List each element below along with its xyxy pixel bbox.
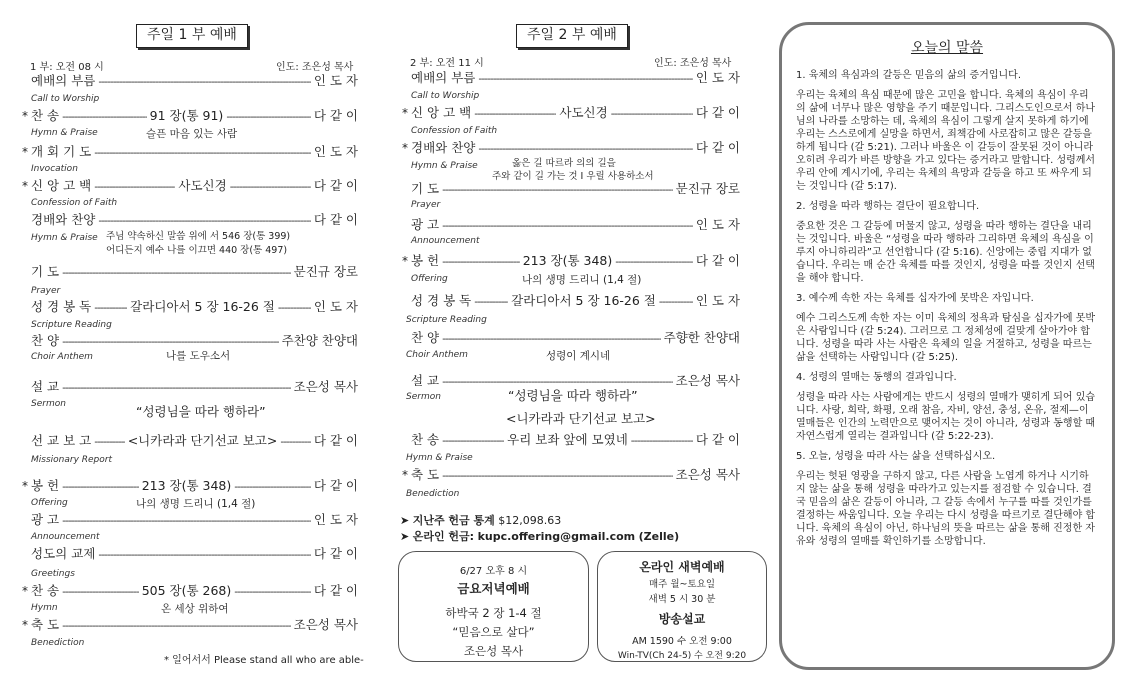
order-english: Choir Anthem bbox=[31, 352, 93, 362]
order-english: Call to Worship bbox=[31, 94, 100, 104]
order-english: Choir Anthem bbox=[406, 350, 468, 360]
order-label: 개 회 기 도 bbox=[31, 144, 92, 159]
order-person: 인 도 자 bbox=[695, 217, 740, 232]
dawn-time: 새벽 5 시 30 분 bbox=[648, 594, 716, 605]
order-person: 다 같 이 bbox=[313, 583, 359, 598]
word-heading: 4. 성령의 열매는 동행의 결과입니다. bbox=[796, 372, 957, 383]
word-paragraph: 우리는 헛된 영광을 구하지 않고, 다른 사람을 노엽게 하거나 시기하지 않는 삶을 통해 성령을 따라가고 있는지를 점검할 수 있습니다. 결국 믿음의 삶은 갈등이 아니라, 그 갈등 속에서 누구를 따를 것인가를 결정하는 싸움입니다. 오늘 우리는 다시 성령을 따르기로 결단해야 합니다. 육체의 욕심이 아닌, 하나님의 뜻을 따르는 삶을 통해 진정한 자유와 성령의 열매를 확인하기를 소망합니다. bbox=[796, 471, 1096, 547]
order-label: 성 경 봉 독 bbox=[411, 293, 472, 308]
order-person: 주향한 찬양대 bbox=[663, 330, 740, 345]
sermon-title: “성령님을 따라 행하라” bbox=[136, 404, 266, 419]
order-person: 다 같 이 bbox=[313, 433, 359, 448]
closing-hymn: 온 세상 위하여 bbox=[161, 603, 229, 615]
service1-leader: 인도: 조은성 목사 bbox=[276, 62, 354, 73]
order-person: 문진규 장로 bbox=[675, 181, 740, 196]
order-row bbox=[402, 69, 740, 86]
order-detail: 213 장(통 348) bbox=[141, 478, 232, 493]
order-detail: 사도신경 bbox=[178, 178, 227, 193]
order-person: 문진규 장로 bbox=[293, 264, 358, 279]
sermon-title: “성령님을 따라 행하라” bbox=[508, 388, 638, 403]
order-row bbox=[22, 545, 358, 562]
order-row bbox=[22, 298, 358, 315]
order-person: 다 같 이 bbox=[313, 178, 359, 193]
order-person: 인 도 자 bbox=[313, 299, 358, 314]
order-english: Confession of Faith bbox=[411, 126, 498, 136]
order-label: 기 도 bbox=[411, 181, 440, 196]
order-detail: 갈라디아서 5 장 16-26 절 bbox=[511, 293, 656, 308]
word-paragraph: 우리는 육체의 욕심 때문에 많은 고민을 합니다. 육체의 욕심이 우리의 삶에 너무나 많은 영향을 주기 때문입니다. 그리스도인으로서 하나님의 나라를 소망하는 데, 육체의 욕심이 그렇게 살지 못하게 하기에 우리는 스스로에게 실망을 하면서, 죄책감에 사로잡히고 많은 갈등을 하게 됩니다 (갈 5:21). 그러나 바울은 이 갈등이 잘못된 것이 아니라 오히려 우리가 바른 방향을 가고 있다는 증거라고 말합니다. 성령께서 우리 안에 계시기에, 우리는 육체의 욕망과 갈등을 하고 또 싸우게 되는 것입니다 (갈 5:17). bbox=[796, 90, 1096, 192]
broadcast-title: 방송설교 bbox=[658, 612, 706, 626]
order-english: Missionary Report bbox=[31, 455, 112, 465]
order-english: Scripture Reading bbox=[31, 320, 112, 330]
service2-title: 주일 2 부 예배 bbox=[516, 24, 628, 48]
order-row bbox=[22, 378, 358, 395]
stand-note: * 일어서서 Please stand all who are able- bbox=[164, 655, 364, 666]
order-person: 다 같 이 bbox=[313, 108, 359, 123]
order-english: Call to Worship bbox=[411, 91, 480, 101]
order-person: 다 같 이 bbox=[695, 140, 740, 155]
order-english: Offering bbox=[411, 274, 448, 284]
arrow-right-icon: ➤ bbox=[400, 514, 410, 527]
order-english: Scripture Reading bbox=[406, 315, 487, 325]
order-label: 선 교 보 고 bbox=[31, 433, 92, 448]
order-row: * 봉 헌 ----- 213 장(통 348) ----- 다 같 이 bbox=[22, 477, 358, 494]
service1-time: 1 부: 오전 08 시 bbox=[30, 62, 104, 73]
order-row bbox=[402, 329, 740, 346]
order-label: 찬 송 bbox=[31, 108, 60, 123]
service2-time: 2 부: 오전 11 시 bbox=[410, 58, 484, 69]
order-detail: 213 장(통 348) bbox=[522, 253, 613, 268]
word-heading: 1. 육체의 욕심과의 갈등은 믿음의 삶의 증거입니다. bbox=[796, 70, 1021, 81]
order-detail: 91 장(통 91) bbox=[149, 108, 224, 123]
anthem-title: 나를 도우소서 bbox=[166, 350, 231, 362]
offering-stats-label: 지난주 헌금 통계 bbox=[412, 514, 495, 527]
order-english: Prayer bbox=[31, 286, 61, 296]
dawn-service-box bbox=[597, 551, 767, 662]
order-label: 성 경 봉 독 bbox=[31, 299, 92, 314]
order-english: Hymn & Praise bbox=[406, 453, 473, 463]
order-person: 조은성 목사 bbox=[675, 373, 740, 388]
order-person: 인 도 자 bbox=[313, 73, 358, 88]
order-detail: 우리 보좌 앞에 모였네 bbox=[507, 432, 628, 447]
order-label: 봉 헌 bbox=[411, 253, 440, 268]
order-label: 광 고 bbox=[411, 217, 440, 232]
friday-service-box bbox=[398, 551, 589, 662]
online-offering-email[interactable]: kupc.offering@gmail.com bbox=[477, 530, 636, 543]
order-label: 예배의 부름 bbox=[411, 70, 476, 85]
order-person: 인 도 자 bbox=[313, 512, 358, 527]
order-english: Greetings bbox=[31, 569, 75, 579]
service1-title: 주일 1 부 예배 bbox=[136, 24, 248, 48]
order-label: 기 도 bbox=[31, 264, 60, 279]
order-english: Benediction bbox=[406, 489, 460, 499]
friday-date: 6/27 오후 8 시 bbox=[459, 566, 528, 577]
service2-leader: 인도: 조은성 목사 bbox=[654, 58, 732, 69]
order-person: 인 도 자 bbox=[695, 70, 740, 85]
order-person: 조은성 목사 bbox=[675, 467, 740, 482]
anthem-title: 성령이 계시네 bbox=[546, 350, 611, 362]
order-label: 찬 송 bbox=[411, 432, 440, 447]
order-person: 다 같 이 bbox=[695, 253, 741, 268]
order-person: 다 같 이 bbox=[695, 105, 741, 120]
praise-song: 어디든지 예수 나를 이끄면 440 장(통 497) bbox=[106, 245, 288, 256]
order-label: 찬 양 bbox=[31, 333, 60, 348]
order-row bbox=[22, 511, 358, 528]
order-row: * 축 도 ----- 조은성 목사 bbox=[22, 616, 358, 633]
word-heading: 5. 오늘, 성령을 따라 사는 삶을 선택하십시오. bbox=[796, 451, 996, 462]
friday-sermon: “믿음으로 살다” bbox=[452, 625, 535, 639]
order-label: 설 교 bbox=[31, 379, 60, 394]
order-row: * 신 앙 고 백 ----- 사도신경 ----- 다 같 이 bbox=[22, 177, 358, 194]
order-english: Sermon bbox=[31, 399, 66, 409]
order-row bbox=[22, 332, 358, 349]
dawn-title: 온라인 새벽예배 bbox=[639, 560, 725, 574]
order-english: Announcement bbox=[411, 236, 480, 246]
order-row bbox=[402, 292, 740, 309]
order-label: 찬 송 bbox=[31, 583, 60, 598]
friday-scripture: 하박국 2 장 1-4 절 bbox=[445, 606, 542, 620]
word-heading: 3. 예수께 속한 자는 육체를 십자가에 못박은 자입니다. bbox=[796, 293, 1034, 304]
order-row: * 축 도 ----- 조은성 목사 bbox=[402, 466, 740, 483]
offering-amount: $12,098.63 bbox=[498, 514, 562, 527]
order-label: 신 앙 고 백 bbox=[411, 105, 472, 120]
order-person: 인 도 자 bbox=[695, 293, 740, 308]
broadcast-am: AM 1590 수 오전 9:00 bbox=[632, 636, 732, 647]
order-label: 봉 헌 bbox=[31, 478, 60, 493]
order-row: * 경배와 찬양 ----- 다 같 이 bbox=[402, 139, 740, 156]
arrow-right-icon: ➤ bbox=[400, 530, 410, 543]
word-paragraph: 중요한 것은 그 갈등에 머물지 않고, 성령을 따라 행하는 결단을 내리는 것입니다. 바울은 “성령을 따라 행하라 그리하면 육체의 욕심을 이루지 아니하리라”고 선언합니다 (갈 5:16). 신앙에는 중립 지대가 없습니다. 우리는 매 순간 육체를 따를 것인지, 성령을 따를 것인지 선택을 해야 합니다. bbox=[796, 221, 1095, 284]
order-english: Prayer bbox=[411, 200, 441, 210]
order-detail: 갈라디아서 5 장 16-26 절 bbox=[130, 299, 275, 314]
order-row: * 신 앙 고 백 ----- 사도신경 ----- 다 같 이 bbox=[402, 104, 740, 121]
order-english: Hymn bbox=[31, 603, 58, 613]
order-person: 다 같 이 bbox=[313, 546, 358, 561]
order-english: Hymn & Praise bbox=[31, 128, 98, 138]
order-row bbox=[22, 263, 358, 280]
order-label: 찬 양 bbox=[411, 330, 440, 345]
todays-word-panel bbox=[779, 22, 1115, 670]
order-row: * 봉 헌 ----- 213 장(통 348) ----- 다 같 이 bbox=[402, 252, 740, 269]
hymn-title: 슬픈 마음 있는 사람 bbox=[146, 128, 238, 140]
order-row: * 찬 송 ----- 505 장(통 268) ----- 다 같 이 bbox=[22, 582, 358, 599]
order-detail: 사도신경 bbox=[559, 105, 608, 120]
order-label: 설 교 bbox=[411, 373, 440, 388]
order-english: Invocation bbox=[31, 164, 78, 174]
order-label: 광 고 bbox=[31, 512, 60, 527]
todays-word-title: 오늘의 말씀 bbox=[910, 40, 984, 56]
order-label: 예배의 부름 bbox=[31, 73, 96, 88]
order-detail: <니카라과 단기선교 보고> bbox=[127, 433, 278, 448]
order-row bbox=[402, 431, 740, 448]
order-label: 경배와 찬양 bbox=[411, 140, 476, 155]
order-english: Confession of Faith bbox=[31, 198, 118, 208]
praise-song: 주님 약속하신 말씀 위에 서 546 장(통 399) bbox=[106, 231, 291, 242]
order-person: 다 같 이 bbox=[695, 432, 741, 447]
order-person: 다 같 이 bbox=[313, 212, 358, 227]
order-row: * 개 회 기 도 ----- 인 도 자 bbox=[22, 143, 358, 160]
mission-report: <니카라과 단기선교 보고> bbox=[506, 411, 656, 426]
word-paragraph: 성령을 따라 사는 사람에게는 반드시 성령의 열매가 맺히게 되어 있습니다. 사랑, 희락, 화평, 오래 참음, 자비, 양선, 충성, 온유, 절제—이 열매들은 인간의 노력만으로 맺어지는 것이 아니라, 성령과 동행할 때 자연스럽게 열리는 결과입니다 (갈 5:22-23). bbox=[796, 392, 1096, 442]
word-paragraph: 예수 그리스도께 속한 자는 이미 육체의 정욕과 탐심을 십자가에 못박은 사람입니다 (갈 5:24). 그러므로 그 정체성에 걸맞게 살아가야 합니다. 성령을 따라 사는 사람은 육체의 일을 거절하고, 성령을 따르는 삶을 선택하는 사람입니다 (갈 5:25). bbox=[796, 313, 1096, 363]
order-person: 인 도 자 bbox=[313, 144, 358, 159]
order-english: Benediction bbox=[31, 638, 85, 648]
order-label: 신 앙 고 백 bbox=[31, 178, 92, 193]
order-row bbox=[22, 211, 358, 228]
order-person: 조은성 목사 bbox=[293, 617, 358, 632]
order-detail: 505 장(통 268) bbox=[141, 583, 232, 598]
order-person: 주찬양 찬양대 bbox=[281, 333, 358, 348]
friday-preacher: 조은성 목사 bbox=[463, 644, 524, 658]
online-offering-label: 온라인 헌금: bbox=[412, 530, 475, 543]
order-row bbox=[22, 432, 358, 449]
dawn-days: 매주 월~토요일 bbox=[648, 579, 716, 590]
online-offering-line bbox=[400, 528, 679, 544]
online-offering-zelle: (Zelle) bbox=[638, 530, 680, 543]
order-english: Announcement bbox=[31, 532, 100, 542]
order-label: 축 도 bbox=[31, 617, 60, 632]
praise-song: 주와 같이 길 가는 것 I 우릴 사용하소서 bbox=[492, 171, 654, 182]
order-row bbox=[402, 216, 740, 233]
order-english: Hymn & Praise bbox=[411, 161, 478, 171]
order-label: 축 도 bbox=[411, 467, 440, 482]
order-english: Hymn & Praise bbox=[31, 233, 98, 243]
order-english: Sermon bbox=[406, 392, 441, 402]
order-label: 성도의 교제 bbox=[31, 546, 96, 561]
order-person: 조은성 목사 bbox=[293, 379, 358, 394]
friday-title: 금요저녁예배 bbox=[457, 581, 530, 596]
broadcast-tv: Win-TV(Ch 24-5) 수 오전 9:20 bbox=[617, 651, 747, 661]
order-row bbox=[22, 72, 358, 89]
offering-hymn: 나의 생명 드리니 (1,4 절) bbox=[522, 274, 642, 286]
praise-song: 옳은 길 따르라 의의 길을 bbox=[512, 158, 616, 169]
word-heading: 2. 성령을 따라 행하는 결단이 필요합니다. bbox=[796, 201, 980, 212]
order-row: * 찬 송 ----- 91 장(통 91) ----- 다 같 이 bbox=[22, 107, 358, 124]
offering-hymn: 나의 생명 드리니 (1,4 절) bbox=[136, 498, 256, 510]
order-row bbox=[402, 180, 740, 197]
offering-stats-line bbox=[400, 512, 561, 528]
order-label: 경배와 찬양 bbox=[31, 212, 96, 227]
order-person: 다 같 이 bbox=[313, 478, 359, 493]
order-english: Offering bbox=[31, 498, 68, 508]
